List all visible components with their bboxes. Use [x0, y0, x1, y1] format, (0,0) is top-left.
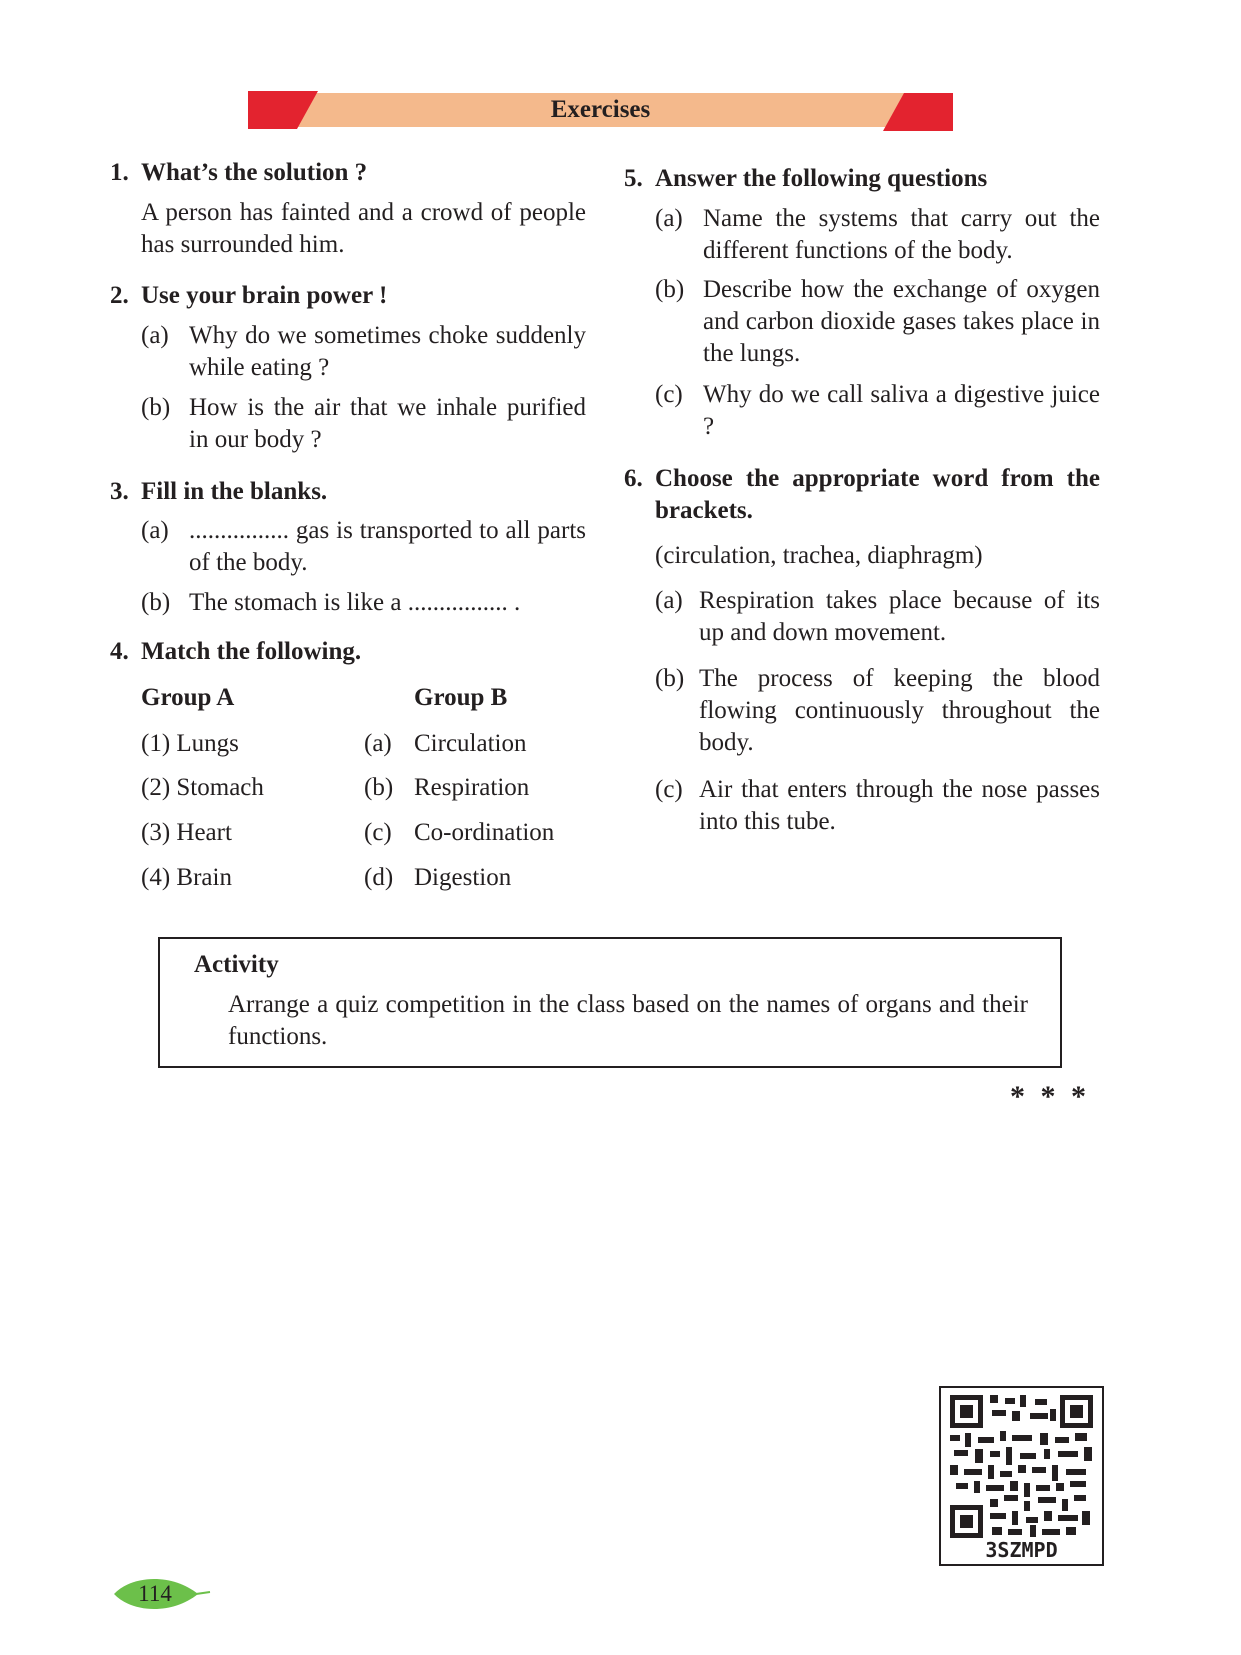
group-a-item-4: (4) Brain [141, 864, 232, 891]
q6-number: 6. [624, 465, 643, 492]
q6-title: Choose the appropriate word from the brackets. [655, 465, 1100, 524]
group-b-label-b: (b) [364, 774, 394, 801]
q5-item-c-text: Why do we call saliva a digestive juice ? [703, 381, 1100, 440]
q6-item-a-text: Respiration takes place because of its up and down movement. [699, 587, 1100, 646]
q3-item-a-label: (a) [141, 517, 169, 544]
q5-item-b-text: Describe how the exchange of oxygen and carbon dioxide gases takes place in the lungs. [703, 276, 1100, 367]
group-b-item-c: Co-ordination [414, 819, 555, 846]
q6-options: (circulation, trachea, diaphragm) [655, 542, 983, 569]
q3-item-b-label: (b) [141, 589, 171, 616]
page-number: 114 [138, 1581, 172, 1606]
banner-title: Exercises [550, 96, 651, 123]
group-a-item-2: (2) Stomach [141, 774, 264, 801]
group-b-heading: Group B [414, 684, 508, 711]
group-b-item-b: Respiration [414, 774, 530, 801]
q1-title: What’s the solution ? [141, 159, 368, 186]
q6-item-c-text: Air that enters through the nose passes into this tube. [699, 776, 1100, 835]
q1-number: 1. [110, 159, 129, 186]
page-number-leaf [112, 1573, 212, 1615]
q5-item-c-label: (c) [655, 381, 683, 408]
q3-item-a-text: ................ gas is transported to all parts of the body. [189, 517, 586, 576]
q5-item-a-label: (a) [655, 205, 683, 232]
q6-item-b-label: (b) [655, 665, 685, 692]
q2-item-a-text: Why do we sometimes choke suddenly while eating ? [189, 322, 586, 381]
activity-text: Arrange a quiz competition in the class based on the names of organs and their functions. [228, 991, 1028, 1050]
q2-item-b-text: How is the air that we inhale purified in our body ? [189, 394, 586, 453]
q2-item-a-label: (a) [141, 322, 169, 349]
q3-item-b-text: The stomach is like a ................ . [189, 589, 521, 616]
qr-code-icon [950, 1395, 1093, 1538]
qr-code [939, 1386, 1104, 1566]
group-b-label-d: (d) [364, 864, 394, 891]
q5-title: Answer the following questions [655, 165, 988, 192]
group-a-heading: Group A [141, 684, 235, 711]
activity-title: Activity [194, 951, 279, 978]
q4-title: Match the following. [141, 638, 362, 665]
q2-number: 2. [110, 282, 129, 309]
q6-item-c-label: (c) [655, 776, 683, 803]
q2-item-b-label: (b) [141, 394, 171, 421]
group-b-item-a: Circulation [414, 730, 527, 757]
q4-number: 4. [110, 638, 129, 665]
qr-code-label: 3SZMPD [985, 1538, 1058, 1562]
q3-title: Fill in the blanks. [141, 478, 328, 505]
end-mark: * * * [1010, 1080, 1090, 1113]
group-a-item-3: (3) Heart [141, 819, 232, 846]
q5-item-b-label: (b) [655, 276, 685, 303]
q5-item-a-text: Name the systems that carry out the different functions of the body. [703, 205, 1100, 264]
q1-text: A person has fainted and a crowd of people has surrounded him. [141, 199, 586, 258]
activity-box [158, 937, 1062, 1068]
q3-number: 3. [110, 478, 129, 505]
q2-title: Use your brain power ! [141, 282, 388, 309]
q5-number: 5. [624, 165, 643, 192]
q6-item-a-label: (a) [655, 587, 683, 614]
exercises-banner [248, 91, 953, 131]
group-b-label-c: (c) [364, 819, 392, 846]
group-a-item-1: (1) Lungs [141, 730, 239, 757]
group-b-item-d: Digestion [414, 864, 512, 891]
q6-item-b-text: The process of keeping the blood flowing continuously throughout the body. [699, 665, 1100, 756]
group-b-label-a: (a) [364, 730, 392, 757]
